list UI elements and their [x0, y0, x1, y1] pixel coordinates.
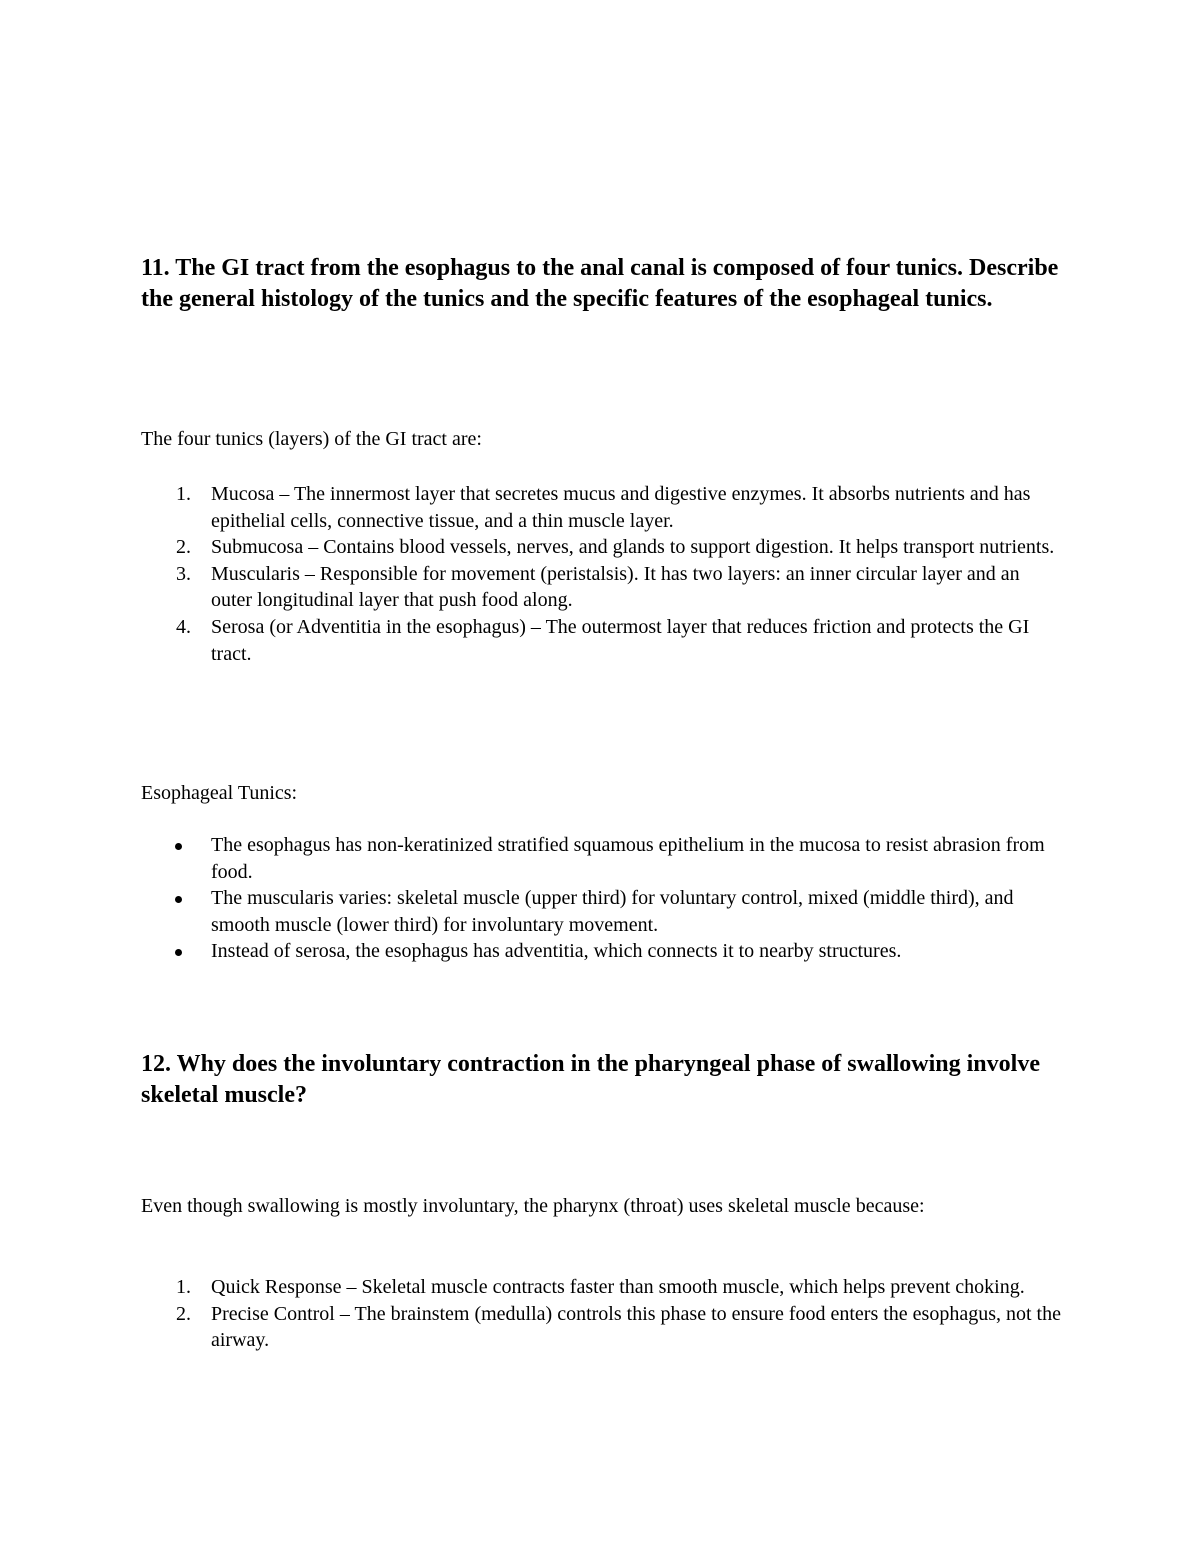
bullet-icon [175, 896, 182, 903]
list-item-text: Mucosa – The innermost layer that secretes mucus and digestive enzymes. It absorbs nutrients and has epithelial cells, connective tissue, and a thin muscle layer. [211, 483, 1031, 532]
bullet-icon [175, 843, 182, 850]
tunics-intro: The four tunics (layers) of the GI tract are: [141, 428, 482, 450]
list-item-text: Instead of serosa, the esophagus has adventitia, which connects it to nearby structures. [211, 940, 902, 963]
list-number: 2. [176, 1302, 191, 1325]
esophageal-heading: Esophageal Tunics: [141, 782, 298, 804]
list-item [141, 938, 1061, 965]
list-item [141, 614, 1061, 667]
bullet-icon [175, 949, 182, 956]
list-number: 4. [176, 615, 191, 638]
tunics-list [141, 481, 1061, 667]
list-item-text: Quick Response – Skeletal muscle contracts faster than smooth muscle, which helps prevent choking. [211, 1276, 1025, 1298]
list-item [141, 534, 1061, 561]
list-number: 1. [176, 483, 191, 505]
question-11-title: 11. The GI tract from the esophagus to the anal canal is composed of four tunics. Describe the general histology of the tunics and the specific features of the esophageal tunics. [141, 255, 1059, 312]
list-item-text: Precise Control – The brainstem (medulla) controls this phase to ensure food enters the esophagus, not the airway. [211, 1302, 1061, 1352]
list-item-text: Muscularis – Responsible for movement (peristalsis). It has two layers: an inner circular layer and an outer longitudinal layer that push food along. [211, 562, 1020, 612]
esophageal-points-list [141, 832, 1061, 965]
list-number: 3. [176, 562, 191, 585]
list-item-text: The esophagus has non-keratinized stratified squamous epithelium in the mucosa to resist abrasion from food. [211, 834, 1045, 883]
question-12-title: 12. Why does the involuntary contraction in the pharyngeal phase of swallowing involve skeletal muscle? [141, 1051, 1040, 1108]
list-item-text: Serosa (or Adventitia in the esophagus) – The outermost layer that reduces friction and protects the GI tract. [211, 615, 1030, 665]
swallowing-intro: Even though swallowing is mostly involuntary, the pharynx (throat) uses skeletal muscle because: [141, 1195, 925, 1217]
list-item [141, 481, 1061, 534]
list-item [141, 1301, 1061, 1354]
list-item [141, 885, 1061, 938]
list-number: 2. [176, 536, 191, 559]
list-number: 1. [176, 1276, 191, 1298]
list-item-text: Submucosa – Contains blood vessels, nerves, and glands to support digestion. It helps transport nutrients. [211, 536, 1055, 559]
list-item [141, 561, 1061, 614]
list-item [141, 1274, 1061, 1301]
reasons-list [141, 1274, 1061, 1354]
list-item [141, 832, 1061, 885]
list-item-text: The muscularis varies: skeletal muscle (upper third) for voluntary control, mixed (middle third), and smooth muscle (lower third) for involuntary movement. [211, 887, 1014, 936]
